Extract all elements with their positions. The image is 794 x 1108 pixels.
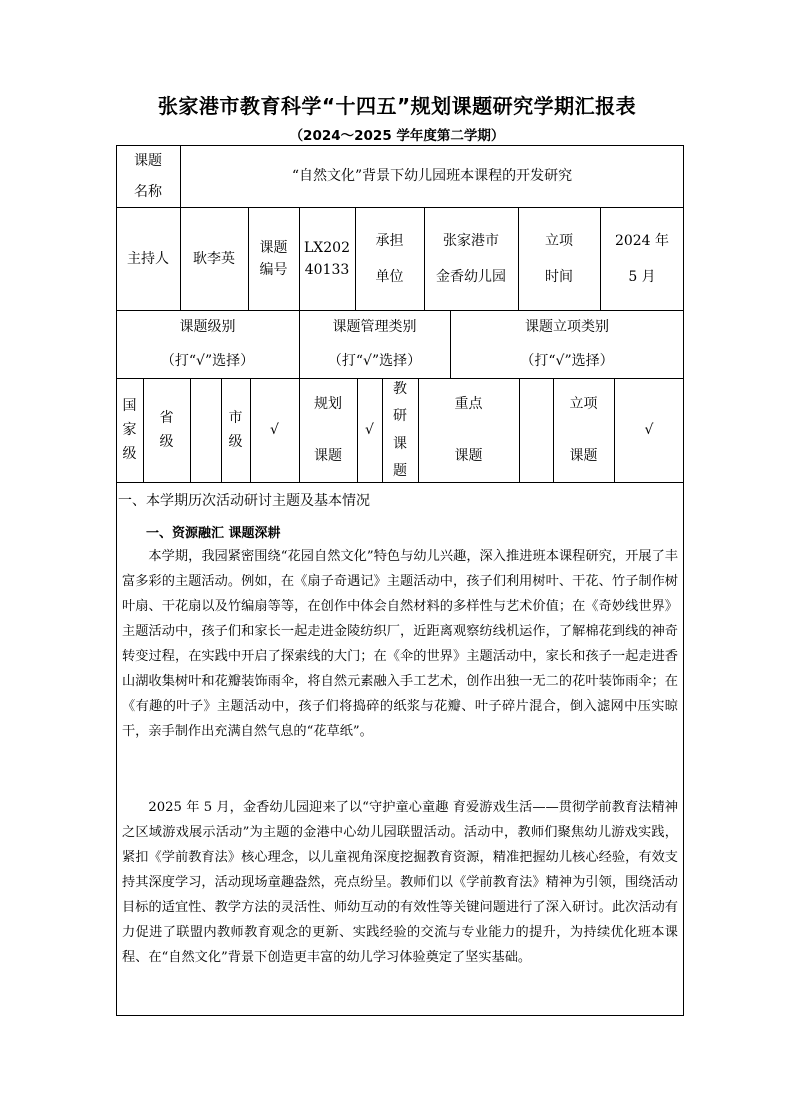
table-divider [519, 378, 520, 482]
table-divider [190, 378, 191, 482]
topic-name-value [180, 145, 684, 207]
time-value [600, 207, 684, 310]
label-line: 课题 [454, 448, 483, 464]
check-mark: √ [644, 422, 654, 438]
check-mark: √ [270, 422, 279, 438]
value-line: 40133 [304, 261, 350, 278]
code-label [248, 207, 299, 310]
teach-topic-label [382, 378, 418, 482]
city-level-label [221, 378, 250, 482]
label-line: 立项 [545, 232, 573, 249]
char: 级 [122, 446, 137, 462]
page-subtitle: （2024～2025 学年度第二学期） [289, 128, 505, 144]
value-text: 耿李英 [193, 250, 235, 267]
label-line: 单位 [375, 268, 404, 285]
header-hint: （打“√”选择） [160, 353, 255, 369]
level-header [116, 310, 299, 378]
char: 级 [159, 434, 174, 450]
paragraph: 2025 年 5 月，金香幼儿园迎来了以“守护童心童趣 育爱游戏生活——贯彻学前教育法精神之区域游戏展示活动”为主题的金港中心幼儿园联盟活动。活动中，教师们聚焦幼儿游戏实践，紧扣《学前教育法》核心理念，以儿童视角深度挖掘教育资源，精准把握幼儿核心经验，有效支持其深度学习，活动现场童趣盎然，亮点纷呈。教师们以《学前教育法》精神为引领，围绕活动目标的适宜性、教学方法的灵活性、师幼互动的有效性等关键问题进行了深入研讨。此次活动有力促进了联盟内教师教育观念的更新、实践经验的交流与专业能力的提升，为持续优化班本课程、在“自然文化”背景下创造更丰富的幼儿学习体验奠定了坚实基础。 [122, 800, 678, 965]
label-line: 课题 [314, 448, 342, 464]
section-heading: 一、本学期历次活动研讨主题及基本情况 [118, 493, 370, 509]
value-line: 张家港市 [443, 232, 499, 249]
label-line: 规划 [314, 396, 342, 412]
value-line: LX202 [304, 239, 350, 256]
paragraph: 本学期，我园紧密围绕“花园自然文化”特色与幼儿兴趣，深入推进班本课程研究，开展了丰富多彩的主题活动。例如，在《扇子奇遇记》主题活动中，孩子们利用树叶、干花、竹子制作树叶扇、干花扇以及竹编扇等等，在创作中体会自然材料的多样性与艺术价值；在《奇妙线世界》主题活动中，孩子们和家长一起走进金陵纺织厂，近距离观察纺线机运作，了解棉花到线的神奇转变过程，在实践中开启了探索线的大门；在《伞的世界》主题活动中，家长和孩子一起走进香山湖收集树叶和花瓣装饰雨伞，将自然元素融入手工艺术，创作出独一无二的花叶装饰雨伞；在《有趣的叶子》主题活动中，孩子们将捣碎的纸浆与花瓣、叶子碎片混合，倒入滤网中压实晾干，亲手制作出充满自然气息的“花草纸”。 [122, 549, 678, 739]
table-divider [116, 482, 684, 483]
header-title: 课题级别 [179, 319, 236, 335]
time-label [518, 207, 600, 310]
char: 家 [122, 422, 137, 438]
char: 课 [393, 435, 407, 452]
char: 题 [393, 462, 407, 479]
header-hint: （打“√”选择） [520, 353, 614, 369]
code-value [299, 207, 355, 310]
label-line: 课题 [134, 152, 162, 169]
label-line: 课题 [259, 239, 288, 256]
approved-topic-label [553, 378, 614, 482]
header-title: 课题管理类别 [332, 319, 417, 335]
label-line: 课题 [569, 448, 598, 464]
label-line: 时间 [545, 268, 573, 285]
char: 研 [393, 408, 407, 425]
key-topic-label [418, 378, 519, 482]
label-line: 重点 [454, 396, 483, 412]
plan-topic-label [299, 378, 357, 482]
value-line: 2024 年 [614, 232, 670, 249]
section-subheading: 一、资源融汇 课题深耕 [146, 526, 281, 541]
char: 省 [159, 410, 174, 426]
label-line: 编号 [259, 261, 288, 278]
label-line: 立项 [569, 396, 598, 412]
unit-label [355, 207, 424, 310]
check-mark: √ [365, 422, 374, 438]
label-line: 主持人 [127, 250, 169, 267]
city-level-check [250, 378, 299, 482]
header-hint: （打“√”选择） [327, 353, 422, 369]
label-line: 承担 [375, 232, 404, 249]
char: 级 [228, 434, 243, 450]
value-line: 金香幼儿园 [436, 268, 506, 285]
topic-name-label [116, 145, 180, 207]
mgmt-header [299, 310, 450, 378]
province-level-label [143, 378, 190, 482]
national-level-label [116, 378, 143, 482]
proj-header [450, 310, 684, 378]
plan-topic-check [357, 378, 382, 482]
char: 教 [393, 381, 407, 397]
host-label [116, 207, 180, 310]
value-line: 5 月 [628, 268, 656, 285]
page-title: 张家港市教育科学“十四五”规划课题研究学期汇报表 [157, 94, 637, 118]
unit-value [424, 207, 518, 310]
char: 国 [122, 398, 137, 414]
char: 市 [228, 410, 243, 426]
approved-topic-check [614, 378, 684, 482]
host-value [180, 207, 248, 310]
value-text: “自然文化”背景下幼儿园班本课程的开发研究 [291, 168, 573, 184]
label-line: 名称 [134, 183, 162, 200]
header-title: 课题立项类别 [525, 319, 609, 335]
